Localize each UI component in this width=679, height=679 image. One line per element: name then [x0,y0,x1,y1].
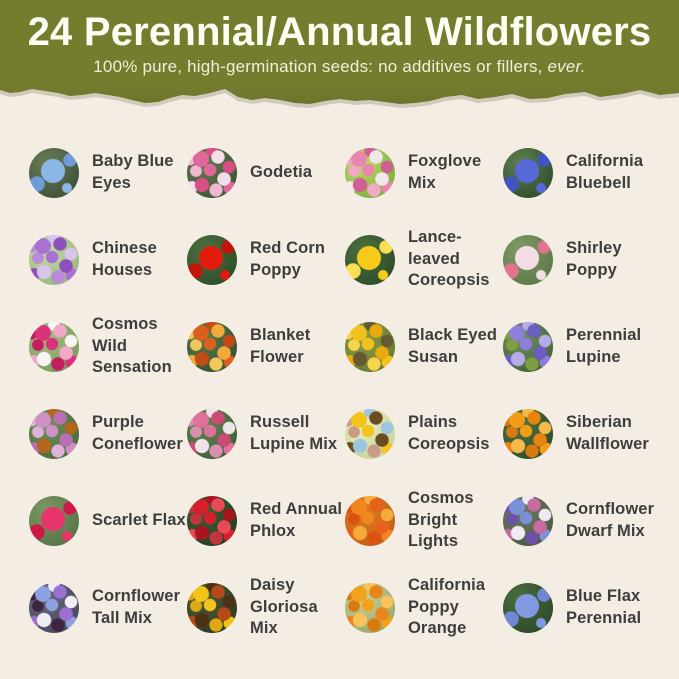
flower-item [29,314,187,378]
flower-item [29,583,187,633]
flower-photo [29,148,79,198]
flower-name: Siberian Wallflower [566,413,649,453]
flower-photo [345,409,395,459]
flower-item [187,575,345,639]
flower-item [29,496,187,546]
flower-name: Cornflower Tall Mix [92,587,181,627]
flower-name: Black Eyed Susan [408,326,498,366]
flower-grid [29,129,665,651]
flower-name: Russell Lupine Mix [250,413,338,453]
flower-photo [187,409,237,459]
flower-name: Chinese Houses [92,239,157,279]
flower-item [187,496,345,546]
flower-item [29,235,187,285]
header-subtitle [0,57,679,77]
flower-item [503,322,661,372]
flower-name: Cosmos Bright Lights [408,489,474,551]
flower-item [345,227,503,291]
flower-photo [345,148,395,198]
flower-item [187,322,345,372]
flower-item [345,488,503,552]
flower-photo [503,409,553,459]
flower-name: Red Annual Phlox [250,500,343,540]
flower-name: Scarlet Flax [92,510,186,529]
header-banner [0,0,679,116]
flower-photo [187,148,237,198]
flower-item [29,148,187,198]
flower-name: Blanket Flower [250,326,311,366]
flower-name: Foxglove Mix [408,152,482,192]
flower-item [503,235,661,285]
flower-item [187,235,345,285]
flower-photo [29,235,79,285]
flower-photo [345,496,395,546]
flower-name: Purple Coneflower [92,413,183,453]
flower-photo [187,235,237,285]
flower-name: Lance-leaved Coreopsis [408,228,490,290]
flower-name: Cornflower Dwarf Mix [566,500,655,540]
flower-name: Perennial Lupine [566,326,642,366]
flower-photo [345,235,395,285]
flower-name: Cosmos Wild Sensation [92,315,172,377]
page-title: 24 Perennial/Annual Wildflowers [27,10,652,54]
flower-photo [29,496,79,546]
flower-name: Plains Coreopsis [408,413,490,453]
flower-item [503,148,661,198]
flower-item [345,322,503,372]
flower-name: Godetia [250,162,313,181]
flower-photo [187,322,237,372]
flower-photo [187,583,237,633]
flower-photo [29,409,79,459]
banner-text-block [0,0,679,77]
flower-photo [503,235,553,285]
flower-item [345,148,503,198]
flower-name: Baby Blue Eyes [92,152,174,192]
flower-name: Shirley Poppy [566,239,622,279]
flower-item [503,409,661,459]
subtitle-main-text: 100% pure, high-germination seeds: no additives or fillers, [93,57,548,76]
flower-name: Red Corn Poppy [250,239,326,279]
flower-item [345,575,503,639]
flower-photo [29,583,79,633]
subtitle-emphasis-text: ever. [547,57,586,76]
flower-item [503,496,661,546]
flower-photo [187,496,237,546]
flower-item [503,583,661,633]
flower-photo [503,496,553,546]
flower-photo [345,322,395,372]
flower-photo [503,583,553,633]
flower-item [187,148,345,198]
flower-photo [503,322,553,372]
flower-name: California Poppy Orange [408,576,486,638]
flower-photo [29,322,79,372]
flower-item [187,409,345,459]
flower-photo [503,148,553,198]
flower-name: Blue Flax Perennial [566,587,642,627]
flower-item [29,409,187,459]
flower-photo [345,583,395,633]
flower-item [345,409,503,459]
flower-name: Daisy Gloriosa Mix [250,576,318,638]
flower-name: California Bluebell [566,152,644,192]
